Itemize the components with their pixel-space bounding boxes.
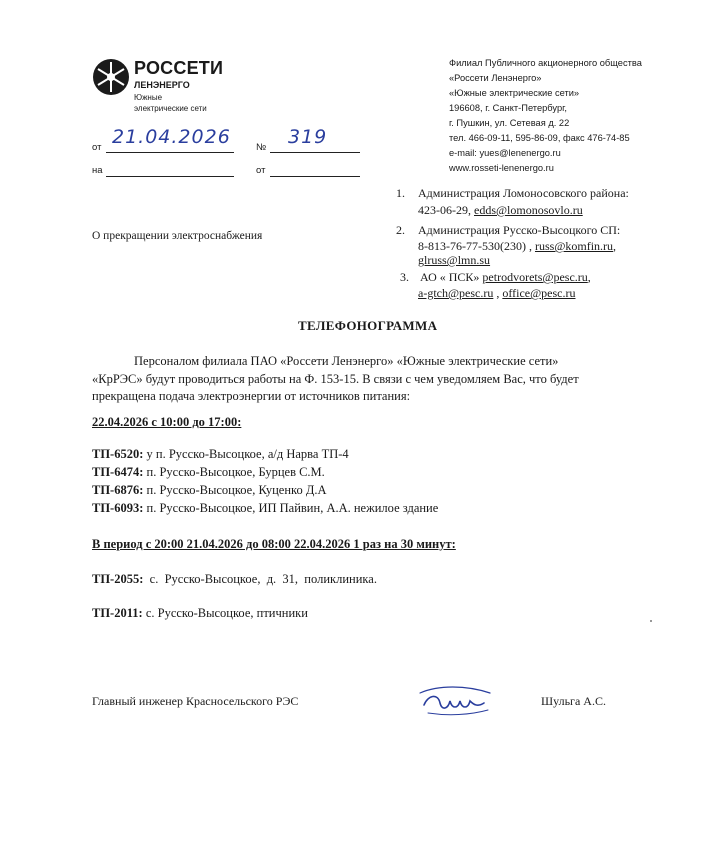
outage-item — [92, 606, 308, 621]
org-address-city: 196608, г. Санкт-Петербург, — [449, 103, 567, 113]
recipient-3-email-3[interactable]: office@pesc.ru — [502, 286, 576, 300]
org-name-line: Филиал Публичного акционерного общества — [449, 58, 642, 68]
recipient-1-number: 1. — [396, 186, 405, 200]
logo-subbrand: ЛЕНЭНЕРГО — [134, 80, 190, 90]
substation-id: ТП-2011: — [92, 606, 143, 620]
signatory-position: Главный инженер Красносельского РЭС — [92, 694, 299, 708]
recipient-3-number: 3. — [400, 270, 409, 284]
scan-speck — [650, 620, 652, 622]
substation-location: у п. Русско-Высоцкое, а/д Нарва ТП-4 — [143, 447, 349, 461]
recipient-2-name: Администрация Русско-Высоцкого СП: — [418, 223, 621, 237]
recipient-3-contact: a-gtch@pesc.ru , office@pesc.ru — [418, 286, 576, 300]
logo-brand: РОССЕТИ — [134, 58, 224, 78]
recipient-3-name: АО « ПСК» petrodvorets@pesc.ru, — [420, 270, 591, 284]
signatory-name: Шульга А.С. — [541, 694, 606, 708]
recipient-1-email[interactable]: edds@lomonosovlo.ru — [474, 203, 583, 217]
document-title: ТЕЛЕФОНОГРАММА — [298, 318, 438, 333]
org-brand-line: «Россети Ленэнерго» — [449, 73, 542, 83]
substation-id: ТП-6474: — [92, 465, 144, 479]
substation-location: п. Русско-Высоцкое, ИП Пайвин, А.А. нежилое здание — [143, 501, 439, 515]
outage-item — [92, 465, 325, 480]
org-division-line: «Южные электрические сети» — [449, 88, 580, 98]
handwritten-signature — [418, 683, 494, 719]
logo-division-line2: электрические сети — [134, 104, 207, 113]
outage-item — [92, 447, 349, 462]
outage-item — [92, 483, 327, 498]
recipient-2-email-2[interactable]: glruss@lmn.su — [418, 253, 491, 267]
org-phones: тел. 466-09-11, 595-86-09, факс 476-74-85 — [449, 133, 630, 143]
number-line — [270, 152, 360, 153]
outage-period-2: В период с 20:00 21.04.2026 до 08:00 22.04.2026 1 раз на 30 минут: — [92, 537, 456, 551]
ot-label: от — [256, 165, 266, 176]
org-address-street: г. Пушкин, ул. Сетевая д. 22 — [449, 118, 570, 128]
on-label: на — [92, 165, 103, 176]
substation-location: п. Русско-Высоцкое, Куценко Д.А — [143, 483, 327, 497]
outage-item — [92, 572, 377, 587]
intro-line-1: Персоналом филиала ПАО «Россети Ленэнерго» «Южные электрические сети» — [134, 354, 559, 368]
outage-period-1: 22.04.2026 с 10:00 до 17:00: — [92, 415, 242, 429]
from-date-line — [106, 152, 234, 153]
org-email: e-mail: yues@lenenergo.ru — [449, 148, 561, 158]
number-label: № — [256, 142, 267, 153]
substation-id: ТП-6093: — [92, 501, 144, 515]
substation-id: ТП-6520: — [92, 447, 144, 461]
recipient-2-number: 2. — [396, 223, 405, 237]
recipient-1-contact: 423-06-29, edds@lomonosovlo.ru — [418, 203, 583, 217]
substation-id: ТП-2055: — [92, 572, 144, 586]
recipient-1-name: Администрация Ломоносовского района: — [418, 186, 629, 200]
substation-id: ТП-6876: — [92, 483, 144, 497]
outgoing-date: 21.04.2026 — [112, 126, 231, 148]
logo-division-line1: Южные — [134, 93, 163, 102]
org-website: www.rosseti-lenenergo.ru — [449, 163, 554, 173]
rosseti-logo-icon — [92, 58, 130, 96]
recipient-3-email[interactable]: petrodvorets@pesc.ru — [482, 270, 588, 284]
outage-item — [92, 501, 438, 516]
ot-line — [270, 176, 360, 177]
from-label: от — [92, 142, 102, 153]
on-line — [106, 176, 234, 177]
recipient-2-contact-2 — [418, 253, 490, 268]
subject-line: О прекращении электроснабжения — [92, 230, 263, 242]
substation-location: с. Русско-Высоцкое, д. 31, поликлиника. — [143, 572, 377, 586]
intro-line-3: прекращена подача электроэнергии от источников питания: — [92, 389, 411, 403]
recipient-2-email[interactable]: russ@komfin.ru — [534, 239, 614, 253]
substation-location: п. Русско-Высоцкое, Бурцев С.М. — [143, 465, 325, 479]
recipient-3-email-2[interactable]: a-gtch@pesc.ru — [418, 286, 494, 300]
outgoing-number: 319 — [288, 126, 328, 148]
intro-line-2: «КрРЭС» будут проводиться работы на Ф. 153-15. В связи с чем уведомляем Вас, что будет — [92, 372, 579, 386]
substation-location: с. Русско-Высоцкое, птичники — [142, 606, 308, 620]
recipient-2-contact: 8-813-76-77-530(230) , russ@komfin.ru, — [418, 239, 617, 253]
